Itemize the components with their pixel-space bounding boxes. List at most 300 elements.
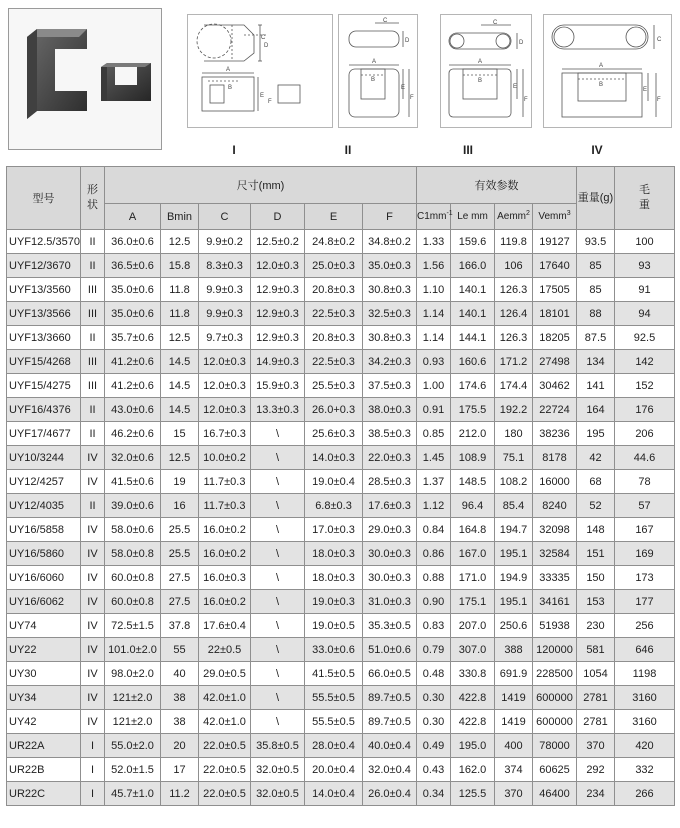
cell-weight: 148: [577, 518, 615, 542]
cell-le: 207.0: [451, 614, 495, 638]
table-row: [7, 614, 675, 638]
header-dimensions: 尺寸(mm): [105, 167, 417, 204]
cell-a: 36.0±0.6: [105, 230, 161, 254]
cell-d: \: [251, 422, 305, 446]
cell-shape: I: [81, 758, 105, 782]
cell-le: 140.1: [451, 302, 495, 326]
cell-c1: 1.12: [417, 494, 451, 518]
drawing-shape-iv: [543, 14, 672, 128]
cell-model: UY12/4257: [7, 470, 81, 494]
cell-f: 30.8±0.3: [363, 326, 417, 350]
header-gross-weight: 毛重: [615, 167, 675, 230]
cell-vemm: 46400: [533, 782, 577, 806]
cell-c: 12.0±0.3: [199, 350, 251, 374]
cell-le: 212.0: [451, 422, 495, 446]
cell-d: \: [251, 662, 305, 686]
cell-f: 38.0±0.3: [363, 398, 417, 422]
dim-letter-b: B: [599, 82, 604, 88]
cell-f: 31.0±0.3: [363, 590, 417, 614]
cell-le: 166.0: [451, 254, 495, 278]
cell-d: 12.0±0.3: [251, 254, 305, 278]
cell-gross-weight: 142: [615, 350, 675, 374]
cell-aemm: 174.4: [495, 374, 533, 398]
cell-c: 16.7±0.3: [199, 422, 251, 446]
cell-e: 41.5±0.5: [305, 662, 363, 686]
drawing-shape-iii: [440, 14, 532, 128]
cell-le: 175.1: [451, 590, 495, 614]
cell-d: 12.9±0.3: [251, 278, 305, 302]
cell-weight: 85: [577, 278, 615, 302]
cell-c1: 1.45: [417, 446, 451, 470]
cell-e: 55.5±0.5: [305, 686, 363, 710]
cell-shape: IV: [81, 662, 105, 686]
cell-weight: 2781: [577, 686, 615, 710]
table-row: [7, 758, 675, 782]
cell-gross-weight: 177: [615, 590, 675, 614]
cell-c1: 0.30: [417, 710, 451, 734]
figure-label-i: I: [232, 143, 236, 157]
cell-f: 30.0±0.3: [363, 566, 417, 590]
table-row: [7, 278, 675, 302]
cell-vemm: 600000: [533, 710, 577, 734]
cell-d: \: [251, 470, 305, 494]
cell-a: 52.0±1.5: [105, 758, 161, 782]
dim-letter-b: B: [371, 77, 376, 83]
cell-model: UYF17/4677: [7, 422, 81, 446]
dim-letter-d: D: [519, 40, 524, 46]
cell-weight: 164: [577, 398, 615, 422]
header-d: D: [251, 204, 305, 230]
cell-a: 41.2±0.6: [105, 374, 161, 398]
dim-letter-c: C: [383, 18, 388, 24]
cell-model: UYF16/4376: [7, 398, 81, 422]
cell-c1: 0.30: [417, 686, 451, 710]
cell-weight: 151: [577, 542, 615, 566]
cell-gross-weight: 646: [615, 638, 675, 662]
cell-a: 35.7±0.6: [105, 326, 161, 350]
cell-shape: IV: [81, 542, 105, 566]
cell-aemm: 171.2: [495, 350, 533, 374]
dim-letter-c: C: [493, 20, 498, 26]
cell-vemm: 33335: [533, 566, 577, 590]
cell-aemm: 1419: [495, 686, 533, 710]
cell-shape: IV: [81, 470, 105, 494]
cell-aemm: 106: [495, 254, 533, 278]
cell-c1: 1.10: [417, 278, 451, 302]
cell-bmin: 11.8: [161, 278, 199, 302]
table-row: [7, 254, 675, 278]
cell-vemm: 32584: [533, 542, 577, 566]
cell-c: 22±0.5: [199, 638, 251, 662]
dim-letter-f: F: [657, 97, 661, 103]
cell-f: 34.2±0.3: [363, 350, 417, 374]
cell-bmin: 27.5: [161, 590, 199, 614]
header-vemm: Vemm$^3$: [533, 204, 577, 230]
cell-d: \: [251, 614, 305, 638]
cell-model: UY42: [7, 710, 81, 734]
cell-e: 19.0±0.5: [305, 614, 363, 638]
cell-aemm: 250.6: [495, 614, 533, 638]
cell-e: 33.0±0.6: [305, 638, 363, 662]
cell-vemm: 34161: [533, 590, 577, 614]
cell-aemm: 194.9: [495, 566, 533, 590]
cell-weight: 292: [577, 758, 615, 782]
cell-e: 14.0±0.3: [305, 446, 363, 470]
cell-model: UY74: [7, 614, 81, 638]
cell-c1: 1.33: [417, 230, 451, 254]
cell-le: 162.0: [451, 758, 495, 782]
table-row: [7, 734, 675, 758]
cell-f: 22.0±0.3: [363, 446, 417, 470]
cell-vemm: 8178: [533, 446, 577, 470]
cell-a: 55.0±2.0: [105, 734, 161, 758]
cell-le: 174.6: [451, 374, 495, 398]
cell-shape: IV: [81, 686, 105, 710]
cell-model: UYF15/4275: [7, 374, 81, 398]
cell-c: 11.7±0.3: [199, 494, 251, 518]
cell-f: 51.0±0.6: [363, 638, 417, 662]
table-header: [7, 167, 675, 230]
cell-a: 36.5±0.6: [105, 254, 161, 278]
cell-f: 29.0±0.3: [363, 518, 417, 542]
cell-aemm: 691.9: [495, 662, 533, 686]
table-row: [7, 662, 675, 686]
cell-e: 22.5±0.3: [305, 350, 363, 374]
cell-bmin: 11.2: [161, 782, 199, 806]
cell-le: 175.5: [451, 398, 495, 422]
cell-shape: III: [81, 278, 105, 302]
cell-c: 16.0±0.2: [199, 542, 251, 566]
cell-le: 125.5: [451, 782, 495, 806]
cell-aemm: 195.1: [495, 590, 533, 614]
cell-d: \: [251, 590, 305, 614]
cell-le: 164.8: [451, 518, 495, 542]
dim-letter-a: A: [226, 67, 231, 73]
cell-f: 28.5±0.3: [363, 470, 417, 494]
header-shape: 形状: [81, 167, 105, 230]
cell-f: 30.8±0.3: [363, 278, 417, 302]
cell-le: 171.0: [451, 566, 495, 590]
cell-d: 32.0±0.5: [251, 782, 305, 806]
cell-e: 28.0±0.4: [305, 734, 363, 758]
cell-gross-weight: 78: [615, 470, 675, 494]
cell-vemm: 8240: [533, 494, 577, 518]
table-row: [7, 398, 675, 422]
cell-aemm: 370: [495, 782, 533, 806]
table-row: [7, 686, 675, 710]
cell-weight: 134: [577, 350, 615, 374]
cell-weight: 85: [577, 254, 615, 278]
cell-bmin: 20: [161, 734, 199, 758]
cell-c1: 0.91: [417, 398, 451, 422]
dim-letter-a: A: [372, 59, 377, 65]
cell-vemm: 17505: [533, 278, 577, 302]
cell-gross-weight: 1198: [615, 662, 675, 686]
cell-c1: 1.14: [417, 302, 451, 326]
cell-model: UR22C: [7, 782, 81, 806]
cell-c1: 1.14: [417, 326, 451, 350]
cell-weight: 230: [577, 614, 615, 638]
cell-model: UR22B: [7, 758, 81, 782]
cell-c: 16.0±0.3: [199, 566, 251, 590]
dim-letter-e: E: [513, 84, 518, 90]
dim-letter-e: E: [401, 85, 406, 91]
table-row: [7, 638, 675, 662]
cell-a: 121±2.0: [105, 686, 161, 710]
table-row: [7, 494, 675, 518]
cell-c1: 0.79: [417, 638, 451, 662]
cell-weight: 195: [577, 422, 615, 446]
drawing-shape-i: [187, 14, 333, 128]
cell-vemm: 30462: [533, 374, 577, 398]
cell-aemm: 195.1: [495, 542, 533, 566]
cell-gross-weight: 173: [615, 566, 675, 590]
cell-shape: IV: [81, 590, 105, 614]
cell-model: UYF13/3660: [7, 326, 81, 350]
cell-a: 35.0±0.6: [105, 302, 161, 326]
cell-model: UYF12/3670: [7, 254, 81, 278]
cell-c: 12.0±0.3: [199, 374, 251, 398]
dim-letter-f: F: [524, 97, 528, 103]
cell-c: 16.0±0.2: [199, 590, 251, 614]
cell-shape: I: [81, 782, 105, 806]
cell-d: \: [251, 446, 305, 470]
cell-vemm: 60625: [533, 758, 577, 782]
dim-letter-b: B: [228, 85, 233, 91]
cell-d: 14.9±0.3: [251, 350, 305, 374]
cell-weight: 150: [577, 566, 615, 590]
cell-e: 24.8±0.2: [305, 230, 363, 254]
table-row: [7, 326, 675, 350]
cell-le: 307.0: [451, 638, 495, 662]
cell-gross-weight: 93: [615, 254, 675, 278]
cell-weight: 153: [577, 590, 615, 614]
dim-letter-c: C: [261, 35, 266, 41]
cell-c1: 1.00: [417, 374, 451, 398]
cell-aemm: 119.8: [495, 230, 533, 254]
cell-shape: IV: [81, 710, 105, 734]
cell-vemm: 27498: [533, 350, 577, 374]
cell-vemm: 32098: [533, 518, 577, 542]
cell-f: 35.3±0.5: [363, 614, 417, 638]
dim-letter-e: E: [643, 87, 648, 93]
cell-e: 25.6±0.3: [305, 422, 363, 446]
cell-d: \: [251, 566, 305, 590]
header-model: 型号: [7, 167, 81, 230]
cell-model: UYF15/4268: [7, 350, 81, 374]
cell-weight: 88: [577, 302, 615, 326]
cell-model: UYF13/3566: [7, 302, 81, 326]
table-row: [7, 446, 675, 470]
cell-le: 330.8: [451, 662, 495, 686]
cell-bmin: 25.5: [161, 518, 199, 542]
cell-aemm: 85.4: [495, 494, 533, 518]
cell-model: UYF12.5/3570: [7, 230, 81, 254]
cell-c: 8.3±0.3: [199, 254, 251, 278]
cell-f: 32.5±0.3: [363, 302, 417, 326]
cell-c1: 0.88: [417, 566, 451, 590]
cell-model: UY30: [7, 662, 81, 686]
table-row: [7, 470, 675, 494]
cell-aemm: 194.7: [495, 518, 533, 542]
cell-le: 160.6: [451, 350, 495, 374]
cell-a: 121±2.0: [105, 710, 161, 734]
cell-c: 42.0±1.0: [199, 686, 251, 710]
cell-a: 101.0±2.0: [105, 638, 161, 662]
cell-c: 16.0±0.2: [199, 518, 251, 542]
cell-gross-weight: 100: [615, 230, 675, 254]
cell-model: UY16/6062: [7, 590, 81, 614]
cell-bmin: 15: [161, 422, 199, 446]
cell-c: 29.0±0.5: [199, 662, 251, 686]
cell-vemm: 18205: [533, 326, 577, 350]
cell-vemm: 18101: [533, 302, 577, 326]
cell-a: 58.0±0.8: [105, 542, 161, 566]
cell-aemm: 75.1: [495, 446, 533, 470]
cell-d: \: [251, 686, 305, 710]
header-aemm: Aemm$^2$: [495, 204, 533, 230]
table-row: [7, 782, 675, 806]
cell-le: 422.8: [451, 710, 495, 734]
dim-letter-d: D: [405, 38, 410, 44]
cell-model: UY22: [7, 638, 81, 662]
header-a: A: [105, 204, 161, 230]
cell-le: 148.5: [451, 470, 495, 494]
cell-c: 9.9±0.2: [199, 230, 251, 254]
cell-gross-weight: 3160: [615, 710, 675, 734]
cell-shape: II: [81, 230, 105, 254]
cell-c1: 0.49: [417, 734, 451, 758]
cell-gross-weight: 44.6: [615, 446, 675, 470]
table-row: [7, 710, 675, 734]
cell-le: 195.0: [451, 734, 495, 758]
cell-le: 144.1: [451, 326, 495, 350]
cell-bmin: 40: [161, 662, 199, 686]
table-row: [7, 590, 675, 614]
cell-aemm: 108.2: [495, 470, 533, 494]
cell-gross-weight: 167: [615, 518, 675, 542]
cell-c: 42.0±1.0: [199, 710, 251, 734]
cell-e: 25.0±0.3: [305, 254, 363, 278]
dim-letter-f: F: [410, 95, 414, 101]
cell-vemm: 228500: [533, 662, 577, 686]
cell-bmin: 12.5: [161, 446, 199, 470]
cell-f: 89.7±0.5: [363, 686, 417, 710]
cell-shape: II: [81, 254, 105, 278]
cell-bmin: 27.5: [161, 566, 199, 590]
cell-model: UY16/5858: [7, 518, 81, 542]
cell-model: UY16/6060: [7, 566, 81, 590]
dim-letter-a: A: [478, 59, 483, 65]
cell-bmin: 38: [161, 710, 199, 734]
cell-gross-weight: 332: [615, 758, 675, 782]
cell-le: 422.8: [451, 686, 495, 710]
cell-f: 32.0±0.4: [363, 758, 417, 782]
cell-a: 43.0±0.6: [105, 398, 161, 422]
dim-letter-f: F: [268, 99, 272, 105]
cell-c: 22.0±0.5: [199, 782, 251, 806]
table-row: [7, 350, 675, 374]
cell-shape: II: [81, 326, 105, 350]
header-bmin: Bmin: [161, 204, 199, 230]
header-f: F: [363, 204, 417, 230]
cell-a: 60.0±0.8: [105, 566, 161, 590]
dim-letter-e: E: [260, 93, 265, 99]
cell-weight: 234: [577, 782, 615, 806]
cell-a: 41.5±0.6: [105, 470, 161, 494]
cell-gross-weight: 169: [615, 542, 675, 566]
cell-shape: III: [81, 374, 105, 398]
cell-c1: 0.43: [417, 758, 451, 782]
cell-f: 40.0±0.4: [363, 734, 417, 758]
cell-model: UR22A: [7, 734, 81, 758]
cell-a: 60.0±0.8: [105, 590, 161, 614]
cell-gross-weight: 256: [615, 614, 675, 638]
cell-aemm: 126.3: [495, 326, 533, 350]
cell-vemm: 17640: [533, 254, 577, 278]
table-row: [7, 302, 675, 326]
cell-aemm: 1419: [495, 710, 533, 734]
cell-a: 32.0±0.6: [105, 446, 161, 470]
dim-letter-b: B: [478, 78, 483, 84]
cell-d: 12.5±0.2: [251, 230, 305, 254]
cell-weight: 42: [577, 446, 615, 470]
cell-model: UY34: [7, 686, 81, 710]
cell-c: 17.6±0.4: [199, 614, 251, 638]
cell-model: UYF13/3560: [7, 278, 81, 302]
cell-e: 19.0±0.3: [305, 590, 363, 614]
table-row: [7, 374, 675, 398]
cell-bmin: 19: [161, 470, 199, 494]
cell-a: 35.0±0.6: [105, 278, 161, 302]
figure-label-iv: IV: [591, 143, 603, 157]
table-row: [7, 542, 675, 566]
dim-letter-c: C: [657, 37, 662, 43]
cell-f: 34.8±0.2: [363, 230, 417, 254]
cell-d: 35.8±0.5: [251, 734, 305, 758]
cell-d: 12.9±0.3: [251, 326, 305, 350]
cell-d: 12.9±0.3: [251, 302, 305, 326]
cell-d: 15.9±0.3: [251, 374, 305, 398]
cell-c1: 0.48: [417, 662, 451, 686]
figure-label-ii: II: [344, 143, 352, 157]
header-c: C: [199, 204, 251, 230]
cell-vemm: 16000: [533, 470, 577, 494]
dim-letter-d: D: [264, 43, 269, 49]
cell-e: 17.0±0.3: [305, 518, 363, 542]
cell-shape: IV: [81, 518, 105, 542]
table-row: [7, 518, 675, 542]
cell-f: 35.0±0.3: [363, 254, 417, 278]
cell-e: 26.0+0.3: [305, 398, 363, 422]
cell-e: 18.0±0.3: [305, 542, 363, 566]
header-le: Le mm: [451, 204, 495, 230]
cell-le: 108.9: [451, 446, 495, 470]
cell-gross-weight: 176: [615, 398, 675, 422]
cell-weight: 2781: [577, 710, 615, 734]
cell-c1: 0.84: [417, 518, 451, 542]
cell-gross-weight: 92.5: [615, 326, 675, 350]
figure-label-iii: III: [462, 143, 473, 157]
cell-gross-weight: 420: [615, 734, 675, 758]
cell-bmin: 55: [161, 638, 199, 662]
cell-weight: 141: [577, 374, 615, 398]
cell-f: 26.0±0.4: [363, 782, 417, 806]
cell-c: 10.0±0.2: [199, 446, 251, 470]
cell-c1: 0.85: [417, 422, 451, 446]
cell-c: 9.9±0.3: [199, 278, 251, 302]
cell-c: 11.7±0.3: [199, 470, 251, 494]
